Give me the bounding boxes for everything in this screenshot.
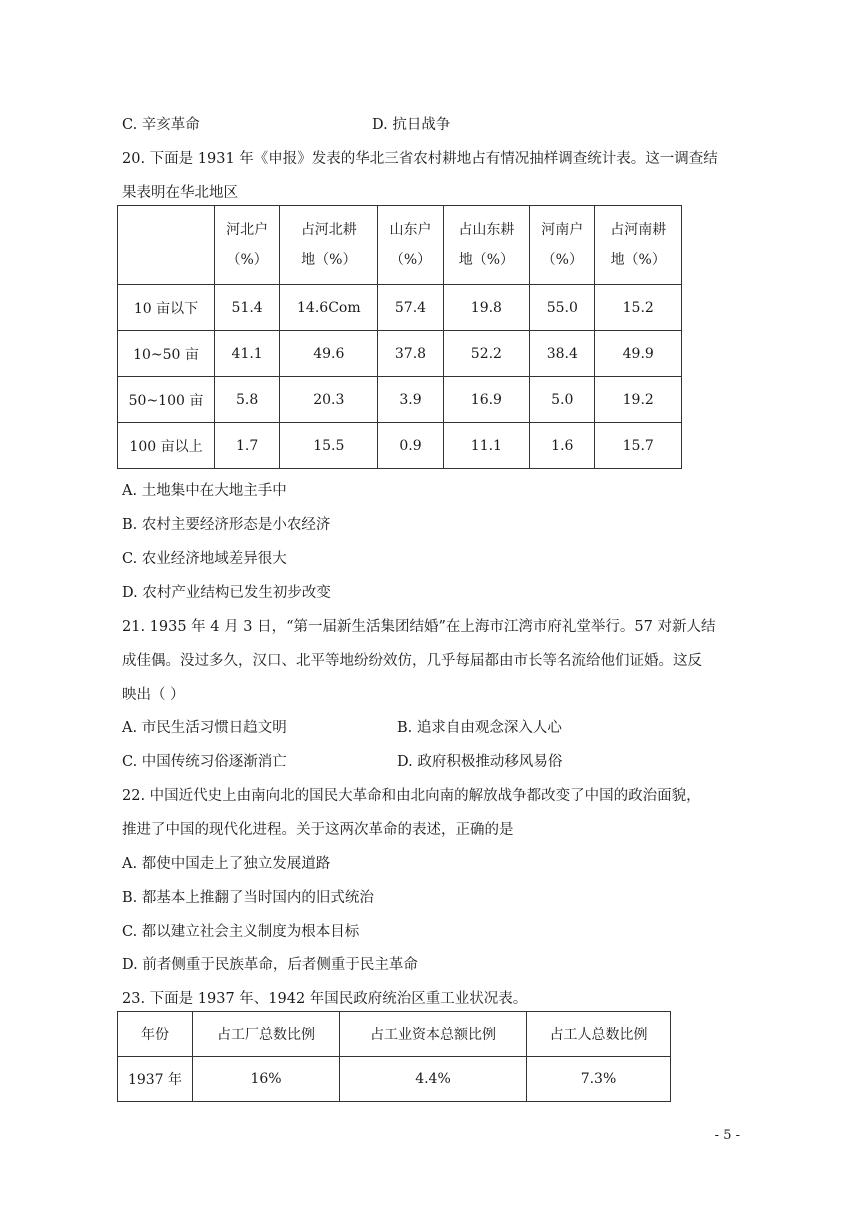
table-cell: 16.9: [443, 377, 530, 423]
table-header-cell: 河北户 （%）: [215, 206, 280, 285]
table-header-cell: 年份: [118, 1012, 193, 1057]
q21-stem-line1: 21. 1935 年 4 月 3 日，“第一届新生活集团结婚”在上海市江湾市府礼堂举行。57 对新人结: [122, 619, 716, 635]
table-cell: 41.1: [215, 331, 280, 377]
table-cell: 19.2: [595, 377, 682, 423]
table-cell: 1937 年: [118, 1057, 193, 1102]
table-cell: 5.8: [215, 377, 280, 423]
table-row: [118, 423, 682, 469]
table-cell: 49.9: [595, 331, 682, 377]
q20-option-d: D. 农村产业结构已发生初步改变: [122, 585, 331, 601]
table-header-cell: 山东户 （%）: [378, 206, 443, 285]
table-header-row: [118, 1012, 671, 1057]
q21-option-d: D. 政府积极推动移风易俗: [397, 754, 563, 770]
table-cell: 50~100 亩: [118, 377, 215, 423]
table-cell: 10 亩以下: [118, 285, 215, 331]
table-cell: 3.9: [378, 377, 443, 423]
q22-option-c: C. 都以建立社会主义制度为根本目标: [122, 924, 360, 940]
table-cell: 4.4%: [340, 1057, 527, 1102]
table-cell: 5.0: [530, 377, 595, 423]
table-cell: 52.2: [443, 331, 530, 377]
q21-option-b: B. 追求自由观念深入人心: [397, 720, 562, 736]
q20-land-table: [117, 205, 682, 469]
table-cell: 15.7: [595, 423, 682, 469]
table-header-row: [118, 206, 682, 285]
table-cell: 49.6: [280, 331, 378, 377]
table-row: [118, 331, 682, 377]
table-header-cell: 占山东耕 地（%）: [443, 206, 530, 285]
table-cell: 15.2: [595, 285, 682, 331]
q21-option-c: C. 中国传统习俗逐渐消亡: [122, 754, 287, 770]
table-header-cell: [118, 206, 215, 285]
table-row: [118, 285, 682, 331]
table-cell: 19.8: [443, 285, 530, 331]
table-row: [118, 377, 682, 423]
table-cell: 16%: [193, 1057, 340, 1102]
table-cell: 1.7: [215, 423, 280, 469]
table-header-cell: 河南户 （%）: [530, 206, 595, 285]
q22-option-b: B. 都基本上推翻了当时国内的旧式统治: [122, 890, 374, 906]
q23-stem: 23. 下面是 1937 年、1942 年国民政府统治区重工业状况表。: [122, 991, 528, 1007]
q21-stem-line3: 映出（ ）: [122, 687, 185, 703]
q19-option-c: C. 辛亥革命: [122, 117, 200, 133]
q20-option-c: C. 农业经济地域差异很大: [122, 551, 287, 567]
q23-industry-table: [117, 1011, 671, 1102]
q20-stem-line2: 果表明在华北地区: [122, 185, 238, 201]
table-cell: 100 亩以上: [118, 423, 215, 469]
table-cell: 1.6: [530, 423, 595, 469]
q21-stem-line2: 成佳偶。没过多久，汉口、北平等地纷纷效仿，几乎每届都由市长等名流给他们证婚。这反: [122, 653, 702, 669]
table-cell: 20.3: [280, 377, 378, 423]
page-number: - 5 -: [714, 1128, 740, 1143]
q20-stem-line1: 20. 下面是 1931 年《申报》发表的华北三省农村耕地占有情况抽样调查统计表。这一调查结: [122, 151, 718, 167]
q22-stem-line2: 推进了中国的现代化进程。关于这两次革命的表述，正确的是: [122, 822, 514, 838]
q22-stem-line1: 22. 中国近代史上由南向北的国民大革命和由北向南的解放战争都改变了中国的政治面貌，: [122, 788, 701, 804]
table-cell: 10~50 亩: [118, 331, 215, 377]
q20-option-a: A. 土地集中在大地主手中: [122, 483, 287, 499]
table-cell: 15.5: [280, 423, 378, 469]
q21-option-a: A. 市民生活习惯日趋文明: [122, 720, 287, 736]
q19-option-d: D. 抗日战争: [372, 117, 451, 133]
table-header-cell: 占工业资本总额比例: [340, 1012, 527, 1057]
table-cell: 51.4: [215, 285, 280, 331]
q20-option-b: B. 农村主要经济形态是小农经济: [122, 517, 331, 533]
table-cell: 7.3%: [527, 1057, 671, 1102]
table-cell: 0.9: [378, 423, 443, 469]
q22-option-d: D. 前者侧重于民族革命，后者侧重于民主革命: [122, 957, 418, 973]
q22-option-a: A. 都使中国走上了独立发展道路: [122, 856, 331, 872]
table-header-cell: 占工厂总数比例: [193, 1012, 340, 1057]
table-header-cell: 占河北耕 地（%）: [280, 206, 378, 285]
table-cell: 38.4: [530, 331, 595, 377]
table-cell: 57.4: [378, 285, 443, 331]
table-cell: 37.8: [378, 331, 443, 377]
table-row: [118, 1057, 671, 1102]
table-cell: 11.1: [443, 423, 530, 469]
table-cell: 14.6Com: [280, 285, 378, 331]
table-header-cell: 占河南耕 地（%）: [595, 206, 682, 285]
table-cell: 55.0: [530, 285, 595, 331]
table-header-cell: 占工人总数比例: [527, 1012, 671, 1057]
